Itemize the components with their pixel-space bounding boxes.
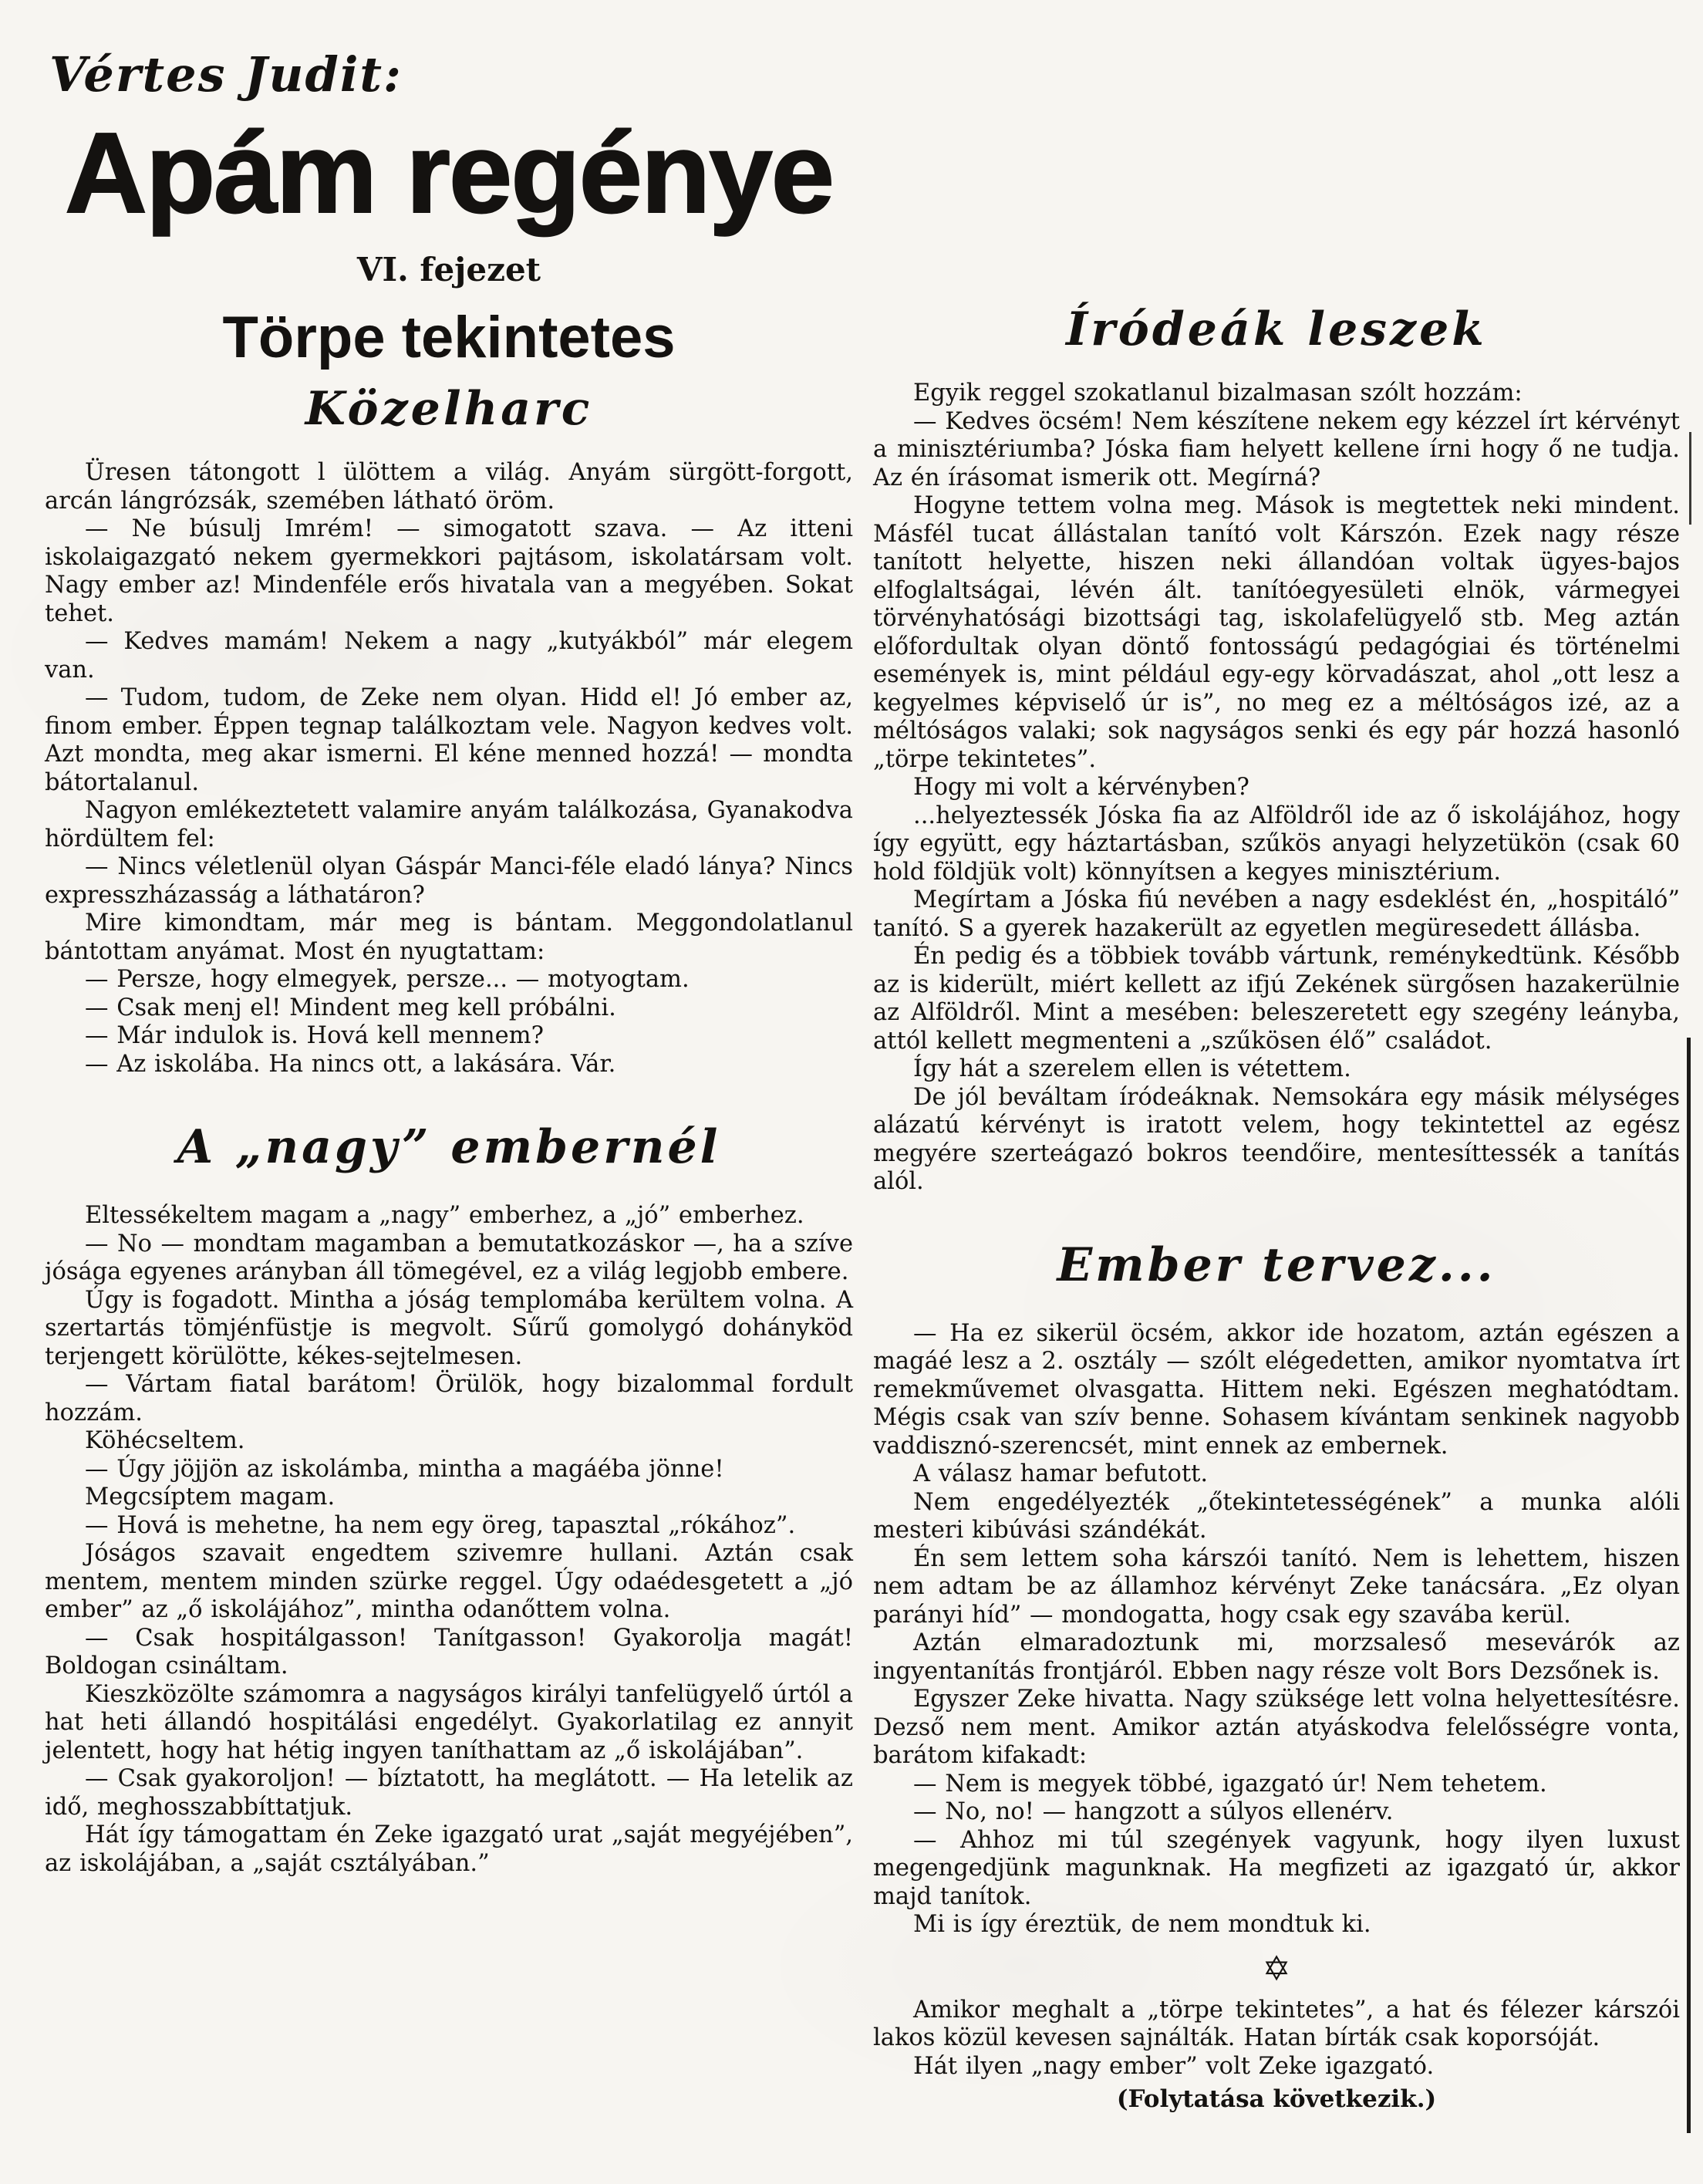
section-title-irodeak-leszek: Íródeák leszek [1066,302,1487,356]
paragraph: — Kedves öcsém! Nem készítene nekem egy kézzel írt kérvényt a minisztériumba? Jóska fiam helyett kellene írni hogy ő ne tudja. Az én írásomat ismerik ott. Megírná? [873,407,1680,491]
paragraph: Nagyon emlékeztetett valamire anyám találkozása, Gyanakodva hördültem fel: [45,797,853,852]
page-edge-rule-short [1689,432,1691,525]
paragraph: — Ne búsulj Imrém! — simogatott szava. — Az itteni iskolaigazgató nekem gyermekkori pajtásom, iskolatársam volt. Nagy ember az! Mindenféle erős hivatala van a megyében. Sokat tehet. [45,515,853,627]
section3-paragraphs [873,380,1680,1197]
paragraph: — Nincs véletlenül olyan Gáspár Manci-féle eladó lánya? Nincs expresszházasság a láthatáron? [45,853,853,909]
paragraph: Hát így támogattam én Zeke igazgató urat „saját megyéjében”, az iskolájában, a „saját csztályában.” [45,1821,853,1877]
paragraph: Megírtam a Jóska fiú nevében a nagy esdeklést én, „hospitáló” tanító. S a gyerek hazakerült az egyetlen megüresedett állásba. [873,886,1680,942]
section-title-torpe-tekintetes: Törpe tekintetes [222,305,676,370]
paragraph: — Ha ez sikerül öcsém, akkor ide hozatom, aztán egészen a magáé lesz a 2. osztály — szólt elégedetten, amikor nyomtatva írt remekművemet olvasgatta. Hittem neki. Egészen meghatódtam. Mégis csak van szív benne. Sohasem kívántam senkinek nagyobb vaddisznó-szerencsét, mint ennek az embernek. [873,1319,1680,1460]
paragraph: ...helyeztessék Jóska fia az Alföldről ide az ő iskolájához, hogy így együtt, egy háztartásban, szűkös anyagi helyzetükön (csak 60 hold földjük volt) könnyítsen a kegyes minisztérium. [873,802,1680,886]
paragraph: Egyszer Zeke hivatta. Nagy szüksége lett volna helyettesítésre. Dezső nem ment. Amikor aztán atyáskodva felelősségre vonta, barátom kifakadt: [873,1686,1680,1769]
paragraph: Eltessékeltem magam a „nagy” emberhez, a „jó” emberhez. [85,1202,804,1229]
paragraph: — Úgy jöjjön az iskolámba, mintha a magáéba jönne! [85,1455,724,1483]
paragraph: Amikor meghalt a „törpe tekintetes”, a hat és félezer kárszói lakos közül kevesen sajnálták. Hatan bírták csak koporsóját. [873,1996,1680,2051]
paragraph: — Persze, hogy elmegyek, persze... — motyogtam. [85,966,690,993]
paragraph: Hogy mi volt a kérvényben? [913,774,1249,801]
paragraph: Egyik reggel szokatlanul bizalmasan szólt hozzám: [913,380,1523,407]
chapter-label: VI. fejezet [356,251,541,289]
page-edge-rule [1687,1038,1691,2133]
paragraph: — Csak gyakoroljon! — bíztatott, ha meglátott. — Ha letelik az idő, meghosszabbíttatjuk. [45,1765,853,1821]
paragraph: Nem engedélyezték „őtekintetességének” a munka alóli mesteri kibúvási szándékát. [873,1488,1680,1544]
paragraph: — Vártam fiatal barátom! Örülök, hogy bizalommal fordult hozzám. [45,1371,853,1426]
article-title: Apám regénye [65,110,833,237]
paragraph: De jól beváltam íródeáknak. Nemsokára egy másik mélységes alázatú kérvényt is iratott velem, hogy tekintettel az egész megyére szerteágazó bokros teendőire, mentesíttessék a tanítás alól. [873,1083,1680,1195]
paragraph: Így hát a szerelem ellen is vétettem. [913,1055,1351,1082]
paragraph: Mi is így éreztük, de nem mondtuk ki. [913,1911,1371,1938]
paragraph: — No, no! — hangzott a súlyos ellenérv. [913,1798,1394,1825]
paragraph: — Tudom, tudom, de Zeke nem olyan. Hidd el! Jó ember az, finom ember. Éppen tegnap találkoztam vele. Nagyon kedves volt. Azt mondta, meg akar ismerni. El kéne menned hozzá! — mondta bátortalanul. [45,684,853,796]
paragraph: — Hová is mehetne, ha nem egy öreg, tapasztal „rókához”. [85,1511,796,1539]
left-column [45,46,853,1878]
paragraph: Hogyne tettem volna meg. Mások is megtettek neki mindent. Másfél tucat állástalan tanító volt Kárszón. Ezek nagy része tanított helyette, hiszen neki állandóan voltak ügyes-bajos elfoglaltságai, lévén ált. tanítóegyesületi elnök, vármegyei törvényhatósági bizottsági tag, iskolafelügyelő stb. Meg aztán előfordultak olyan döntő fontosságú pedagógiai és történelmi események is, mint például egy-egy körvadászat, ahol „ott lesz a kegyelmes képviselő úr is”, no meg ez a méltóságos izé, az a méltóságos valaki; sok nagyságos senki és egy pár hozzá hasonló „törpe tekintetes”. [873,492,1680,773]
star-divider-icon: ✡ [1262,1949,1291,1989]
continuation-notice: (Folytatása következik.) [1116,2085,1437,2113]
paragraph: — Csak hospitálgasson! Tanítgasson! Gyakorolja magát! Boldogan csináltam. [45,1624,853,1679]
paragraph: A válasz hamar befutott. [913,1460,1209,1487]
section-title-ember-tervez: Ember tervez... [1057,1237,1496,1292]
section4-paragraphs-b [873,1997,1680,2081]
intro-paragraphs [45,459,853,1078]
paragraph: — No — mondtam magamban a bemutatkozáskor —, ha a szíve jósága egyenes arányban áll tömegével, ez a világ legjobb embere. [45,1230,853,1285]
paragraph: Megcsíptem magam. [85,1484,336,1511]
section2-paragraphs [45,1202,853,1878]
paragraph: — Ahhoz mi túl szegények vagyunk, hogy ilyen luxust megengedjünk magunknak. Ha megfizeti az igazgató úr, akkor majd tanítok. [873,1826,1680,1910]
paragraph: Én pedig és a többiek tovább vártunk, reménykedtünk. Később az is kiderült, miért kellett az ifjú Zekének sürgősen hazakerülnie az Alföldről. Mint a mesében: beleszeretett egy szegény leányba, attól kellett megmenteni a „szűkösen élő” családot. [873,943,1680,1055]
paragraph: Kieszközölte számomra a nagyságos királyi tanfelügyelő úrtól a hat heti állandó hospitálási engedélyt. Gyakorlatilag ez annyit jelentett, hogy hat hétig ingyen taníthattam az „ő iskolájában”. [45,1680,853,1764]
paragraph: — Nem is megyek többé, igazgató úr! Nem tehetem. [913,1770,1547,1797]
paragraph: Aztán elmaradoztunk mi, morzsaleső mesevárók az ingyentanítás frontjáról. Ebben nagy része volt Bors Dezsőnek is. [873,1629,1680,1685]
author-byline: Vértes Judit: [49,46,403,103]
right-column [873,302,1680,2113]
paragraph: Üresen tátongott l ülöttem a világ. Anyám sürgött-forgott, arcán lángrózsák, szemében látható öröm. [45,459,853,515]
paragraph: — Csak menj el! Mindent meg kell próbálni. [85,994,616,1021]
paragraph: Úgy is fogadott. Mintha a jóság templomába kerültem volna. A szertartás tömjénfüstje is megvolt. Sűrű gomolygó dohányköd terjengett körülötte, kékes-sejtelmesen. [45,1286,853,1370]
paragraph: — Kedves mamám! Nekem a nagy „kutyákból” már elegem van. [45,628,853,684]
paragraph: — Már indulok is. Hová kell mennem? [85,1022,544,1049]
section4-paragraphs-a [873,1320,1680,1939]
paragraph: Hát ilyen „nagy ember” volt Zeke igazgató. [913,2052,1435,2080]
paragraph: Mire kimondtam, már meg is bántam. Meggondolatlanul bántottam anyámat. Most én nyugtattam: [45,910,853,965]
paragraph: Én sem lettem soha kárszói tanító. Nem is lehettem, hiszen nem adtam be az államhoz kérvényt Zeke tanácsára. „Ez olyan parányi híd” — mondogatta, hogy csak egy szavába kerül. [873,1544,1680,1629]
paragraph: Jóságos szavait engedtem szivemre hullani. Aztán csak mentem, mentem minden szürke reggel. Úgy odaédesgetett a „jó ember” az „ő iskolájához”, mintha odanőttem volna. [45,1540,853,1623]
section-title-a-nagy-embernel: A „nagy” embernél [177,1120,721,1174]
paragraph: Köhécseltem. [85,1427,245,1454]
section-subtitle-kozelharc: Közelharc [305,382,593,436]
paragraph: — Az iskolába. Ha nincs ott, a lakására. Vár. [85,1050,616,1078]
